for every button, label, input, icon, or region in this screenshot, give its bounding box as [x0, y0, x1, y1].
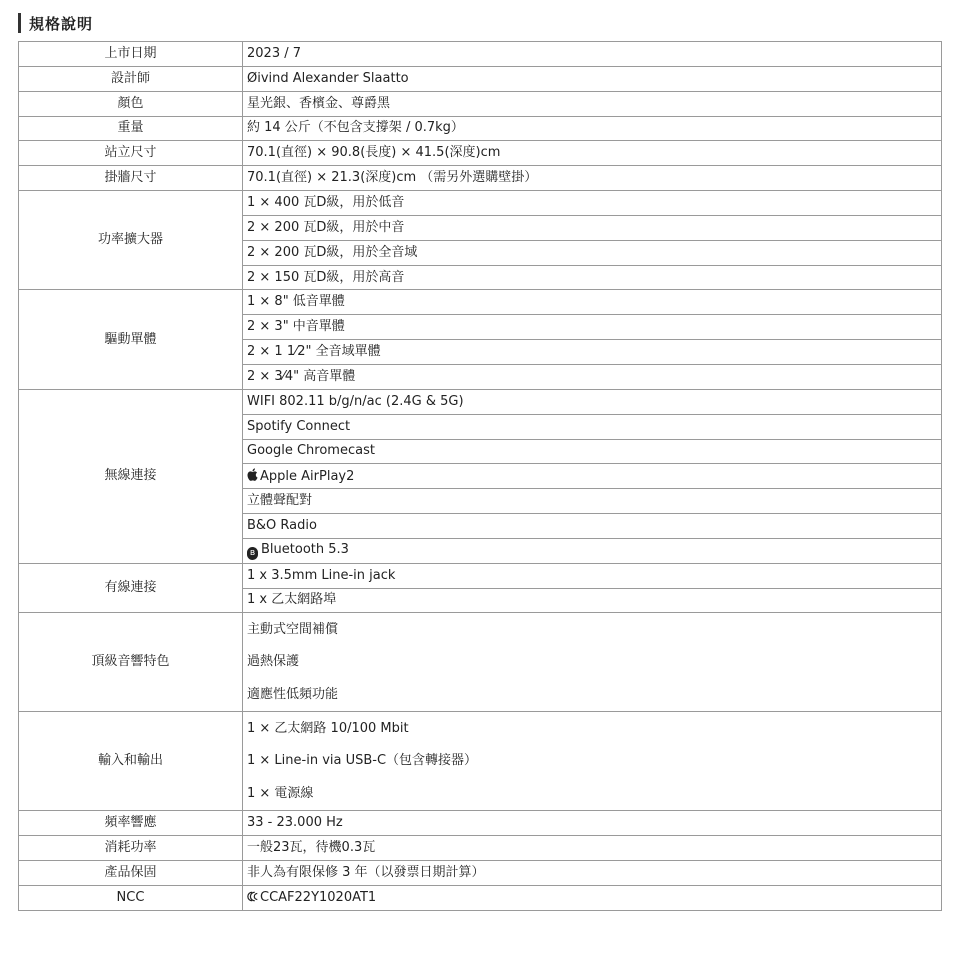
row-label: 無線連接 — [19, 389, 243, 563]
section-heading — [18, 12, 93, 34]
row-value — [243, 885, 942, 910]
row-value: Øivind Alexander Slaatto — [243, 66, 942, 91]
row-value: 立體聲配對 — [243, 489, 942, 514]
row-value: B&O Radio — [243, 514, 942, 539]
row-value: 1 x 乙太網路埠 — [243, 588, 942, 613]
table-row — [19, 861, 942, 886]
table-row — [19, 290, 942, 315]
row-value: 1 × 400 瓦D級，用於低音 — [243, 191, 942, 216]
ncc-code: CCAF22Y1020AT1 — [260, 889, 377, 905]
table-row — [19, 885, 942, 910]
row-value: 適應性低頻功能 — [243, 679, 942, 712]
row-value: 1 × 電源線 — [243, 778, 942, 811]
table-row — [19, 91, 942, 116]
row-value: 2 × 200 瓦D級，用於全音域 — [243, 240, 942, 265]
row-value: 70.1(直徑) × 90.8(長度) × 41.5(深度)cm — [243, 141, 942, 166]
row-value: 1 x 3.5mm Line-in jack — [243, 563, 942, 588]
table-row — [19, 712, 942, 745]
row-value: WIFI 802.11 b/g/n/ac (2.4G & 5G) — [243, 389, 942, 414]
table-row — [19, 66, 942, 91]
heading-accent-bar — [18, 13, 21, 33]
table-row — [19, 836, 942, 861]
table-row — [19, 116, 942, 141]
table-row — [19, 166, 942, 191]
row-value: 2 × 150 瓦D級，用於高音 — [243, 265, 942, 290]
row-value: 1 × 8" 低音單體 — [243, 290, 942, 315]
row-value: 1 × Line-in via USB-C（包含轉接器） — [243, 745, 942, 778]
row-label: 驅動單體 — [19, 290, 243, 389]
row-label: 設計師 — [19, 66, 243, 91]
row-value: 1 × 乙太網路 10/100 Mbit — [243, 712, 942, 745]
row-label: 消耗功率 — [19, 836, 243, 861]
row-value: 2 × 3" 中音單體 — [243, 315, 942, 340]
row-value: 2 × 200 瓦D級，用於中音 — [243, 215, 942, 240]
bluetooth-label: Bluetooth 5.3 — [261, 541, 349, 557]
row-value: Google Chromecast — [243, 439, 942, 464]
row-label: 頻率響應 — [19, 811, 243, 836]
row-label: 站立尺寸 — [19, 141, 243, 166]
row-label: 輸入和輸出 — [19, 712, 243, 811]
row-value: Spotify Connect — [243, 414, 942, 439]
table-row — [19, 563, 942, 588]
table-row — [19, 811, 942, 836]
row-value: 非人為有限保修 3 年（以發票日期計算） — [243, 861, 942, 886]
row-value: 約 14 公斤（不包含支撐架 / 0.7kg） — [243, 116, 942, 141]
row-value: 過熱保護 — [243, 646, 942, 679]
row-value: 一般23瓦，待機0.3瓦 — [243, 836, 942, 861]
row-label: NCC — [19, 885, 243, 910]
row-value: 主動式空間補償 — [243, 613, 942, 646]
table-row — [19, 613, 942, 646]
row-label: 產品保固 — [19, 861, 243, 886]
bluetooth-icon: ʙ — [247, 547, 258, 560]
spec-table — [18, 41, 942, 911]
row-label: 上市日期 — [19, 42, 243, 67]
row-value — [243, 464, 942, 489]
row-label: 有線連接 — [19, 563, 243, 613]
apple-logo-icon — [247, 468, 258, 481]
row-value: 2 × 3⁄4" 高音單體 — [243, 364, 942, 389]
row-value: 33 - 23.000 Hz — [243, 811, 942, 836]
row-value: 2 × 1 1⁄2" 全音域單體 — [243, 340, 942, 365]
row-label: 顏色 — [19, 91, 243, 116]
table-row — [19, 141, 942, 166]
table-row — [19, 42, 942, 67]
row-label: 掛牆尺寸 — [19, 166, 243, 191]
table-row — [19, 191, 942, 216]
row-label: 頂級音響特色 — [19, 613, 243, 712]
row-label: 功率擴大器 — [19, 191, 243, 290]
row-value: 星光銀、香檳金、尊爵黑 — [243, 91, 942, 116]
row-value — [243, 538, 942, 563]
row-value: 70.1(直徑) × 21.3(深度)cm （需另外選購壁掛） — [243, 166, 942, 191]
row-label: 重量 — [19, 116, 243, 141]
section-title: 規格說明 — [29, 14, 94, 33]
ncc-logo-icon — [247, 891, 259, 902]
table-row — [19, 389, 942, 414]
airplay-label: Apple AirPlay2 — [260, 468, 355, 484]
row-value: 2023 / 7 — [243, 42, 942, 67]
